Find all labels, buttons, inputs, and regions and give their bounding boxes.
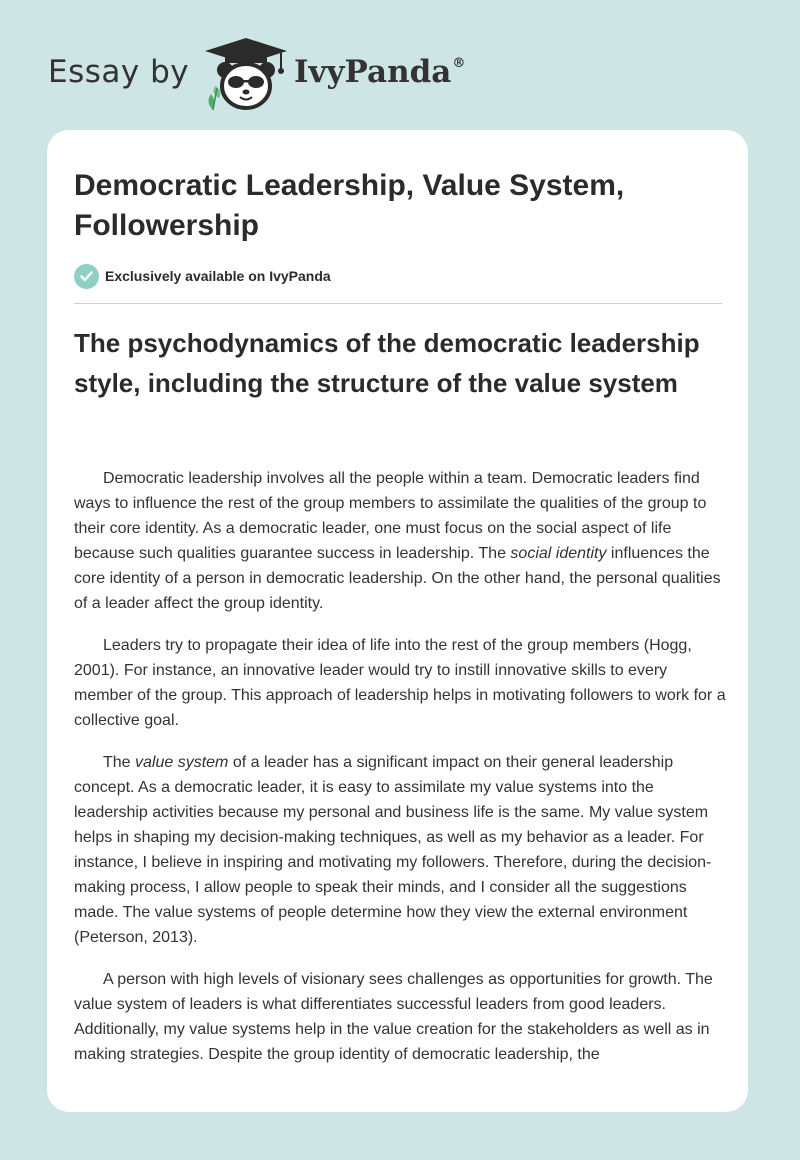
- divider: [74, 303, 722, 304]
- paragraph-1: Democratic leadership involves all the people within a team. Democratic leaders find ways to influence the rest of the group members to assimilate the qualities of the group to their core identity. As a democratic leader, one must focus on the social aspect of life because such qualities guarantee success in leadership. The social identity influences the core identity of a person in democratic leadership. On the other hand, the personal qualities of a leader affect the group identity.: [74, 470, 721, 612]
- check-icon: [74, 264, 99, 289]
- article-card: [47, 130, 748, 1112]
- article-title: Democratic Leadership, Value System, Followership: [74, 169, 625, 242]
- site-header: [48, 28, 508, 118]
- paragraph-4: A person with high levels of visionary sees challenges as opportunities for growth. The value system of leaders is what differentiates successful leaders from good leaders. Additionally, my value systems help in the value creation for the stakeholders as well as in making strategies. Despite the group identity of democratic leadership, the: [74, 971, 713, 1063]
- essay-by-label: Essay by: [48, 54, 190, 90]
- article-body: [74, 466, 726, 1084]
- badge-label: Exclusively available on IvyPanda: [105, 268, 331, 284]
- emphasis-value-system: value system: [135, 754, 229, 771]
- paragraph-3: The value system of a leader has a significant impact on their general leadership concept. As a democratic leader, it is easy to assimilate my value systems into the leadership activities because my personal and business life is the same. My value system helps in shaping my decision-making techniques, as well as my behavior as a leader. For instance, I believe in inspiring and motivating my followers. Therefore, during the decision-making process, I allow people to speak their minds, and I consider all the suggestions made. The value systems of people determine how they view the external environment (Peterson, 2013).: [74, 754, 712, 946]
- emphasis-social-identity: social identity: [510, 545, 607, 562]
- section-heading: The psychodynamics of the democratic leadership style, including the structure of the value system: [74, 328, 700, 398]
- exclusive-badge: [74, 263, 331, 289]
- registered-mark: ®: [452, 56, 466, 71]
- panda-graduate-icon[interactable]: [203, 36, 289, 112]
- brand-name[interactable]: IvyPanda®: [294, 54, 466, 90]
- paragraph-2: Leaders try to propagate their idea of life into the rest of the group members (Hogg, 2001). For instance, an innovative leader would try to instill innovative skills to every member of the group. This approach of leadership helps in motivating followers to work for a collective goal.: [74, 637, 726, 729]
